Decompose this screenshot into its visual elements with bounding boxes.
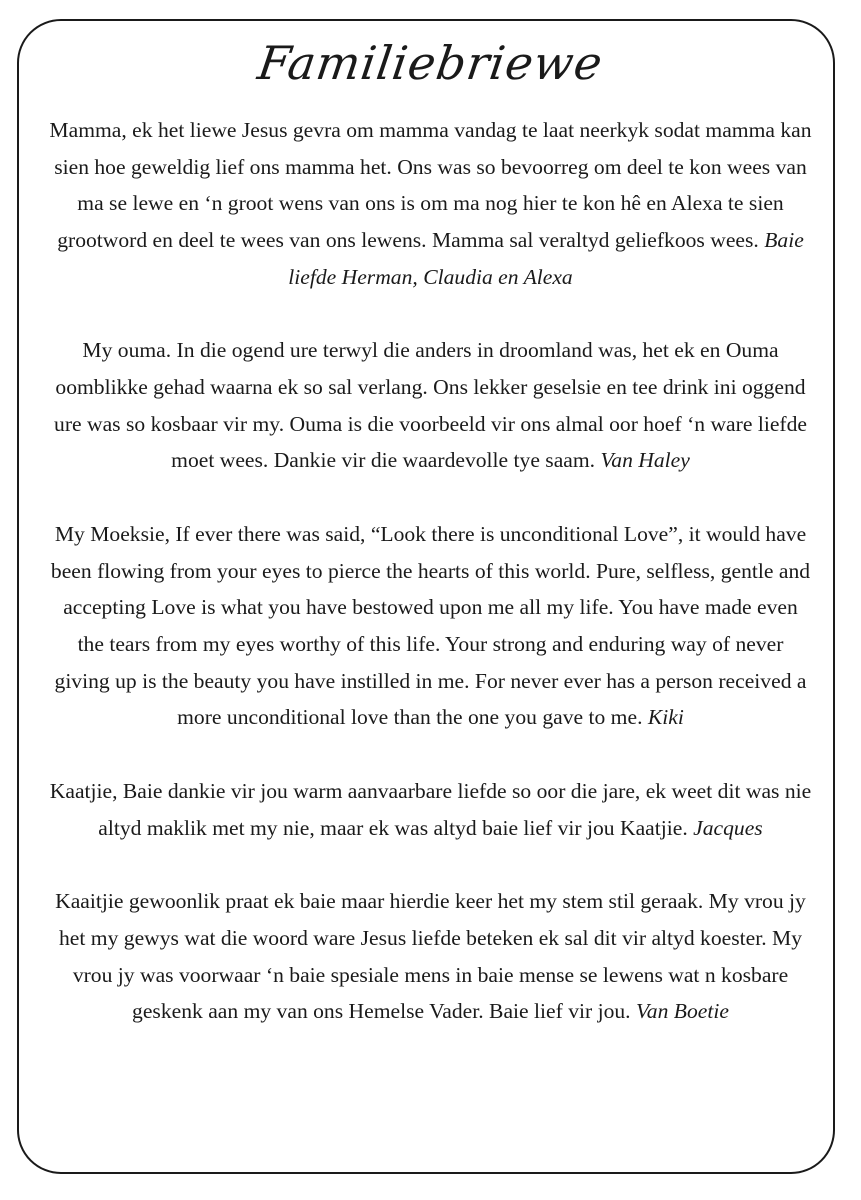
- letter-signature: Kiki: [647, 705, 684, 730]
- letter-signature: Van Boetie: [635, 999, 729, 1024]
- letters-list: [48, 112, 813, 1067]
- letter-signature: Baie liefde Herman, Claudia en Alexa: [288, 228, 804, 289]
- page-title: Familiebriewe: [254, 36, 607, 90]
- letter-jacques: [48, 773, 813, 846]
- letter-kiki: [48, 516, 813, 736]
- letter-text: My ouma. In die ogend ure terwyl die anders in droomland was, het ek en Ouma oomblikke gehad waarna ek so sal verlang. Ons lekker geselsie en tee drink ini oggend ure was so kosbaar vir my. Ouma is die voorbeeld vir ons almal oor hoef ‘n ware liefde moet wees. Dankie vir die waardevolle tye saam.: [54, 338, 807, 473]
- letter-text: Kaatjie, Baie dankie vir jou warm aanvaarbare liefde so oor die jare, ek weet dit was nie altyd maklik met my nie, maar ek was altyd baie lief vir jou Kaatjie.: [49, 778, 812, 840]
- letter-boetie: [48, 883, 813, 1030]
- letter-text: Kaaitjie gewoonlik praat ek baie maar hierdie keer het my stem stil geraak. My vrou jy het my gewys wat die woord ware Jesus liefde beteken ek sal dit vir altyd koester. My vrou jy was voorwaar ‘n baie spesiale mens in baie mense se lewens wat n kosbare geskenk aan my van ons Hemelse Vader. Baie lief vir jou.: [55, 889, 806, 1024]
- letter-herman-claudia-alexa: [48, 112, 813, 296]
- letter-text: My Moeksie, If ever there was said, “Look there is unconditional Love”, it would have been flowing from your eyes to pierce the hearts of this world. Pure, selfless, gentle and accepting Love is what you have bestowed upon me all my life. You have made even the tears from my eyes worthy of this life. Your strong and enduring way of never giving up is the beauty you have instilled in me. For never ever has a person received a more unconditional love than the one you gave to me.: [50, 521, 811, 730]
- letter-haley: [48, 332, 813, 479]
- letter-signature: Van Haley: [600, 448, 690, 473]
- letter-text: Mamma, ek het liewe Jesus gevra om mamma vandag te laat neerkyk sodat mamma kan sien hoe geweldig lief ons mamma het. Ons was so bevoorreg om deel te kon wees van ma se lewe en ‘n groot wens van ons is om ma nog hier te kon hê en Alexa te sien grootword en deel te wees van ons lewens. Mamma sal veraltyd geliefkoos wees.: [49, 118, 812, 253]
- letter-signature: Jacques: [693, 815, 763, 840]
